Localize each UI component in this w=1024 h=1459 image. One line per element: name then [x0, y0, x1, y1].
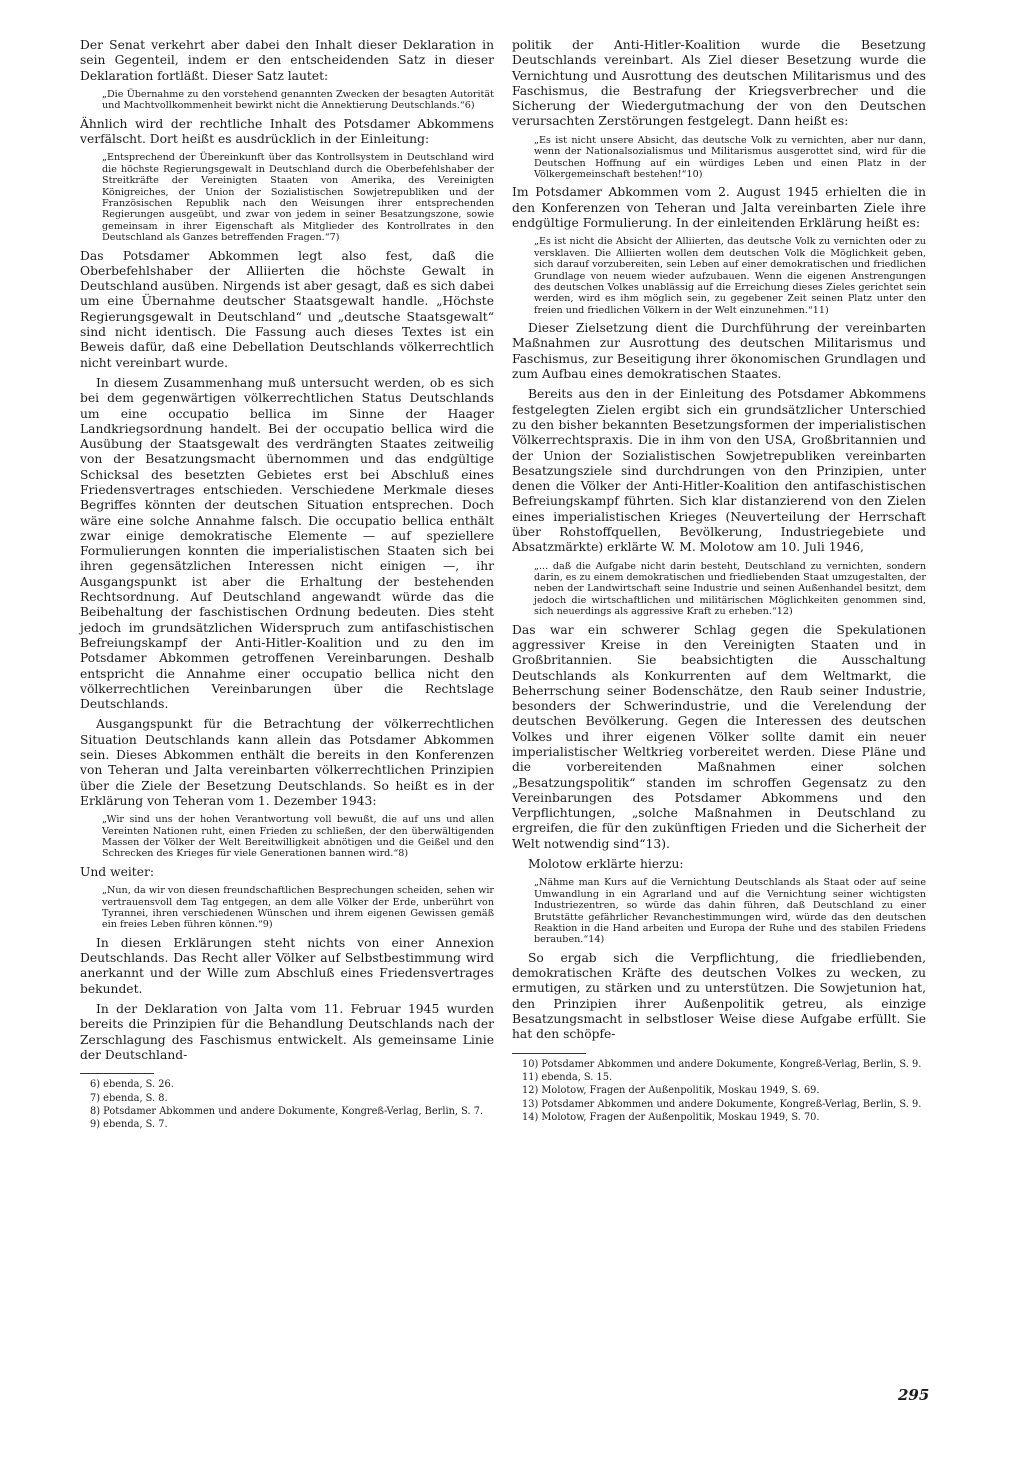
footnote-divider — [512, 1053, 586, 1054]
footnote: 7) ebenda, S. 8. — [90, 1092, 168, 1104]
page-number: 295 — [898, 1386, 930, 1404]
paragraph: Im Potsdamer Abkommen vom 2. August 1945 erhielten die in den Konferenzen von Teheran und Jalta vereinbarten Ziele ihre endgültige Formulierung. In der einleitenden Erklärung heißt es: — [512, 185, 926, 230]
paragraph: So ergab sich die Verpflichtung, die friedliebenden, demokratischen Kräfte des deutschen Volkes zu wecken, zu ermutigen, zu stärken und zu unterstützen. Die Sowjetunion hat, den Prinzipien ihrer Außenpolitik getreu, als einzige Besatzungsmacht in selbstloser Weise diese Aufgabe erfüllt. Sie hat den schöpfe- — [512, 950, 926, 1042]
left-column — [80, 38, 494, 1133]
quote: „Wir sind uns der hohen Verantwortung voll bewußt, die auf uns und allen Vereinten Nationen ruht, einen Frieden zu schließen, der den überwältigenden Massen der Völker der Welt Bereitwilligkeit abnötigen und die Geißel und den Schrecken des Krieges für viele Generationen bannen wird.“8) — [102, 814, 494, 860]
paragraph: Ausgangspunkt für die Betrachtung der völkerrechtlichen Situation Deutschlands kann allein das Potsdamer Abkommen sein. Dieses Abkommen enthält die bereits in den Konferenzen von Teheran und Jalta vereinbarten völkerrechtlichen Prinzipien über die Ziele der Besetzung Deutschlands. So heißt es in der Erklärung von Teheran vom 1. Dezember 1943: — [80, 717, 494, 808]
paragraph: In diesem Zusammenhang muß untersucht werden, ob es sich bei dem gegenwärtigen völkerrechtlichen Status Deutschlands um eine occupatio bellica im Sinne der Haager Landkriegsordnung handelt. Bei der occupatio bellica wird die Ausübung der Staatsgewalt des verdrängten Staates zeitweilig von der Besatzungsmacht übernommen und das endgültige Schicksal des besetzten Gebietes erst bei Abschluß eines Friedensvertrages entschieden. Verschiedene Merkmale dieses Begriffes könnten der deutschen Situation entsprechen. Doch wäre eine solche Annahme falsch. Die occupatio bellica enthält zwar einige demokratische Elemente — auf speziellere Formulierungen konnten die imperialistischen Staaten sich bei ihren gegensätzlichen Interessen nicht einigen —, ihr Ausgangspunkt ist aber die Erhaltung der bestehenden Rechtsordnung. Auf Deutschland angewandt würde das die Beibehaltung der faschistischen Ordnung bedeuten. Dies steht jedoch im grundsätzlichen Widerspruch zum antifaschistischen Befreiungskampf der Anti-Hitler-Koalition und zu den im Potsdamer Abkommen getroffenen Vereinbarungen. Deshalb entspricht die Annahme einer occupatio bellica nicht den völkerrechtlichen Vereinbarungen über die Rechtslage Deutschlands. — [80, 375, 494, 712]
quote: „Nun, da wir von diesen freundschaftlichen Besprechungen scheiden, sehen wir vertrauensvoll dem Tag entgegen, an dem alle Völker der Erde, unberührt von Tyrannei, ihren verschiedenen Wünschen und ihrem eigenen Gewissen gemäß ein freies Leben führen können.“9) — [102, 885, 494, 931]
paragraph: politik der Anti-Hitler-Koalition wurde die Besetzung Deutschlands vereinbart. Als Ziel dieser Besetzung wurde die Vernichtung und Ausrottung des deutschen Militarismus und des Faschismus, die Bestrafung der Kriegsverbrecher und die Sicherung der Wiedergutmachung der von den Deutschen verursachten Zerstörungen festgelegt. Dann heißt es: — [512, 38, 926, 129]
paragraph: In diesen Erklärungen steht nichts von einer Annexion Deutschlands. Das Recht aller Völker auf Selbstbestimmung wird anerkannt und der Wille zum Abschluß eines Friedensvertrages bekundet. — [80, 935, 494, 996]
quote: „Entsprechend der Übereinkunft über das Kontrollsystem in Deutschland wird die höchste Regierungsgewalt in Deutschland durch die Oberbefehlshaber der Streitkräfte der Vereinigten Staaten von Amerika, des Vereinigten Königreiches, der Union der Sozialistischen Sowjetrepubliken und der Französischen Republik nach den Weisungen ihrer entsprechenden Regierungen ausgeübt, und zwar von jedem in seiner Besatzungszone, sowie gemeinsam in ihrer Eigenschaft als Mitglieder des Kontrollrates in den Deutschland als Ganzes betreffenden Fragen.“7) — [102, 152, 494, 244]
paragraph: In der Deklaration von Jalta vom 11. Februar 1945 wurden bereits die Prinzipien für die Behandlung Deutschlands nach der Zerschlagung des Faschismus entwickelt. Als gemeinsame Linie der Deutschland- — [80, 1001, 494, 1062]
footnote: 13) Potsdamer Abkommen und andere Dokumente, Kongreß-Verlag, Berlin, S. 9. — [522, 1098, 922, 1110]
quote: „Es ist nicht unsere Absicht, das deutsche Volk zu vernichten, aber nur dann, wenn der Nationalsozialismus und Militarismus ausgerottet sind, wird für die Deutschen Hoffnung auf ein würdiges Leben und einen Platz in der Völkergemeinschaft bestehen!“10) — [534, 134, 926, 180]
paragraph: Das war ein schwerer Schlag gegen die Spekulationen aggressiver Kreise in den Vereinigten Staaten und in Großbritannien. Sie beabsichtigten die Ausschaltung Deutschlands als Konkurrenten auf dem Weltmarkt, die Beherrschung seiner Bodenschätze, den Raub seiner Industrie, besonders der Schwerindustrie, und die Verelendung der deutschen Bevölkerung. Gegen die Interessen des deutschen Volkes und ihrer eigenen Völker sollte damit ein neuer imperialistischer Weltkrieg vorbereitet werden. Diese Pläne und die vorbereitenden Maßnahmen einer solchen „Besatzungspolitik“ standen im schroffen Gegensatz zu den Vereinbarungen des Potsdamer Abkommens und den Verpflichtungen, „solche Maßnahmen in Deutschland zu ergreifen, die für den zukünftigen Frieden und die Sicherheit der Welt notwendig sind“13). — [512, 622, 926, 851]
quote: „Es ist nicht die Absicht der Alliierten, das deutsche Volk zu vernichten oder zu versklaven. Die Alliierten wollen dem deutschen Volk die Möglichkeit geben, sich darauf vorzubereiten, sein Leben auf einer demokratischen und friedlichen Grundlage von neuem wieder aufzubauen. Wenn die eigenen Anstrengungen des deutschen Volkes unablässig auf die Erreichung dieses Zieles gerichtet sein werden, wird es ihm möglich sein, zu gegebener Zeit seinen Platz unter den freien und friedlichen Völkern in der Welt einzunehmen.“11) — [534, 236, 926, 316]
footnote: 11) ebenda, S. 15. — [522, 1072, 613, 1083]
paragraph: Und weiter: — [80, 864, 155, 879]
paragraph: Der Senat verkehrt aber dabei den Inhalt dieser Deklaration in sein Gegenteil, indem er den entscheidenden Satz in dieser Deklaration fortläßt. Dieser Satz lautet: — [80, 38, 494, 83]
footnote-divider — [80, 1073, 154, 1074]
footnote: 8) Potsdamer Abkommen und andere Dokumente, Kongreß-Verlag, Berlin, S. 7. — [90, 1105, 484, 1117]
footnote: 9) ebenda, S. 7. — [90, 1119, 168, 1131]
footnote: 6) ebenda, S. 26. — [90, 1079, 174, 1091]
footnote: 12) Molotow, Fragen der Außenpolitik, Moskau 1949, S. 69. — [522, 1085, 820, 1097]
quote: „Die Übernahme zu den vorstehend genannten Zwecken der besagten Autorität und Machtvollkommenheit bewirkt nicht die Annektierung Deutschlands.“6) — [102, 88, 494, 112]
footnote: 10) Potsdamer Abkommen und andere Dokumente, Kongreß-Verlag, Berlin, S. 9. — [522, 1058, 922, 1070]
quote: „Nähme man Kurs auf die Vernichtung Deutschlands als Staat oder auf seine Umwandlung in ein Agrarland und auf die Vernichtung seiner wichtigsten Industriezentren, so würde das dahin führen, daß Deutschland zu einer Brutstätte gefährlicher Revanchestimmungen wird, würde das den deutschen Reaktion in die Hand arbeiten und Europa der Ruhe und des stabilen Friedens berauben.“14) — [534, 877, 926, 946]
quote: „... daß die Aufgabe nicht darin besteht, Deutschland zu vernichten, sondern darin, es zu einem demokratischen und friedliebenden Staat umzugestalten, der neben der Landwirtschaft seine Industrie und seinen Außenhandel besitzt, dem jedoch die wirtschaftlichen und militärischen Möglichkeiten genommen sind, sich neuerdings als aggressive Kraft zu erheben.“12) — [534, 560, 926, 618]
paragraph: Ähnlich wird der rechtliche Inhalt des Potsdamer Abkommens verfälscht. Dort heißt es ausdrücklich in der Einleitung: — [80, 116, 494, 146]
paragraph: Molotow erklärte hierzu: — [528, 857, 684, 872]
paragraph: Bereits aus den in der Einleitung des Potsdamer Abkommens festgelegten Zielen ergibt sich ein grundsätzlicher Unterschied zu den bisher bekannten Besetzungsformen der imperialistischen Völkerrechtspraxis. Die in ihm von den USA, Großbritannien und der Union der Sozialistischen Sowjetrepubliken vereinbarten Besatzungsziele sind durchdrungen von den Prinzipien, unter denen die Völker der Anti-Hitler-Koalition den antifaschistischen Befreiungskampf führten. Sich klar distanzierend von den Zielen eines imperialistischen Krieges (Neuverteilung der Herrschaft über Rohstoffquellen, Bevölkerung, Industriegebiete und Absatzmärkte) erklärte W. M. Molotow am 10. Juli 1946, — [512, 387, 926, 555]
footnote: 14) Molotow, Fragen der Außenpolitik, Moskau 1949, S. 70. — [522, 1112, 820, 1124]
paragraph: Das Potsdamer Abkommen legt also fest, daß die Oberbefehlshaber der Alliierten die höchste Gewalt in Deutschland ausüben. Nirgends ist aber gesagt, daß es sich dabei um eine Übernahme deutscher Staatsgewalt handle. „Höchste Regierungsgewalt in Deutschland“ und „deutsche Staatsgewalt“ sind nicht identisch. Die Fassung auch dieses Textes ist ein Beweis dafür, daß eine Debellation Deutschlands völkerrechtlich nicht vereinbart wurde. — [80, 248, 494, 370]
paragraph: Dieser Zielsetzung dient die Durchführung der vereinbarten Maßnahmen zur Ausrottung des deutschen Militarismus und Faschismus, zur Beseitigung ihrer ökonomischen Grundlagen und zum Aufbau eines demokratischen Staates. — [512, 321, 926, 382]
right-column — [512, 38, 926, 1126]
